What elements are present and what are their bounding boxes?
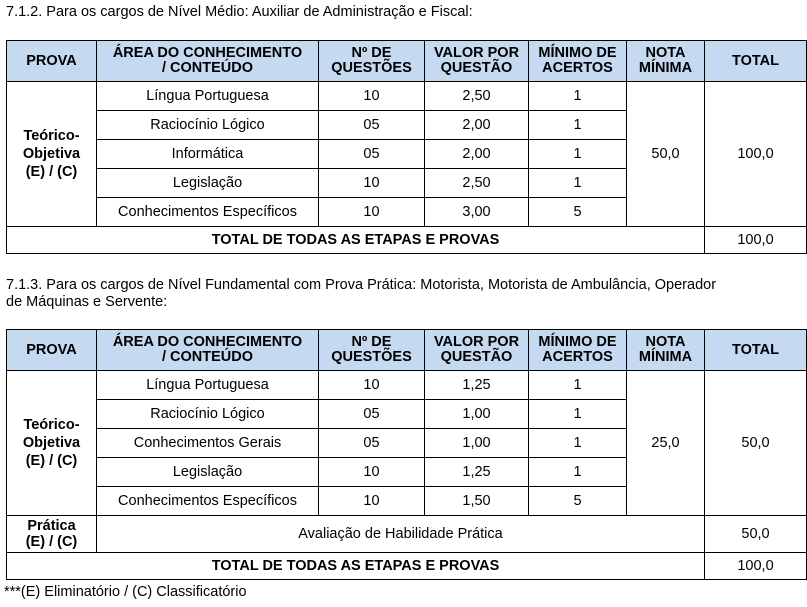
- grand-total-label: TOTAL DE TODAS AS ETAPAS E PROVAS: [7, 227, 705, 254]
- questoes-cell: 10: [319, 82, 425, 111]
- questoes-cell: 05: [319, 400, 425, 429]
- header-area: ÁREA DO CONHECIMENTO / CONTEÚDO: [97, 330, 319, 371]
- questoes-cell: 10: [319, 458, 425, 487]
- questoes-cell: 05: [319, 111, 425, 140]
- minimo-cell: 1: [529, 400, 627, 429]
- minimo-cell: 1: [529, 140, 627, 169]
- scoring-table-nivel-fundamental: [6, 329, 807, 580]
- area-cell: Legislação: [97, 169, 319, 198]
- header-total: TOTAL: [705, 330, 807, 371]
- pratica-row: [7, 516, 807, 553]
- total-cell: 100,0: [705, 82, 807, 227]
- header-area: ÁREA DO CONHECIMENTO / CONTEÚDO: [97, 41, 319, 82]
- pratica-description: Avaliação de Habilidade Prática: [97, 516, 705, 553]
- header-valor: VALOR POR QUESTÃO: [425, 330, 529, 371]
- header-total: TOTAL: [705, 41, 807, 82]
- area-cell: Raciocínio Lógico: [97, 400, 319, 429]
- header-nota: NOTA MÍNIMA: [627, 41, 705, 82]
- area-cell: Informática: [97, 140, 319, 169]
- section-1-heading: 7.1.2. Para os cargos de Nível Médio: Auxiliar de Administração e Fiscal:: [6, 4, 473, 20]
- header-nota: NOTA MÍNIMA: [627, 330, 705, 371]
- valor-cell: 1,50: [425, 487, 529, 516]
- valor-cell: 2,00: [425, 140, 529, 169]
- valor-cell: 2,50: [425, 169, 529, 198]
- table-row: [7, 371, 807, 400]
- minimo-cell: 5: [529, 487, 627, 516]
- header-valor: VALOR POR QUESTÃO: [425, 41, 529, 82]
- grand-total-value: 100,0: [705, 553, 807, 580]
- header-minimo: MÍNIMO DE ACERTOS: [529, 41, 627, 82]
- questoes-cell: 10: [319, 198, 425, 227]
- minimo-cell: 1: [529, 429, 627, 458]
- table-row: [7, 82, 807, 111]
- prova-label: Teórico- Objetiva (E) / (C): [7, 82, 97, 227]
- table-header-row: [7, 330, 807, 371]
- header-prova: PROVA: [7, 330, 97, 371]
- header-prova: PROVA: [7, 41, 97, 82]
- valor-cell: 2,50: [425, 82, 529, 111]
- section-2-heading-line-2: de Máquinas e Servente:: [6, 294, 168, 310]
- footnote-legend: ***(E) Eliminatório / (C) Classificatório: [4, 584, 247, 600]
- minimo-cell: 5: [529, 198, 627, 227]
- grand-total-label: TOTAL DE TODAS AS ETAPAS E PROVAS: [7, 553, 705, 580]
- total-cell: 50,0: [705, 371, 807, 516]
- minimo-cell: 1: [529, 169, 627, 198]
- questoes-cell: 10: [319, 487, 425, 516]
- area-cell: Conhecimentos Gerais: [97, 429, 319, 458]
- area-cell: Legislação: [97, 458, 319, 487]
- valor-cell: 1,25: [425, 371, 529, 400]
- area-cell: Conhecimentos Específicos: [97, 487, 319, 516]
- scoring-table-nivel-medio: [6, 40, 807, 254]
- prova-label: Teórico- Objetiva (E) / (C): [7, 371, 97, 516]
- minimo-cell: 1: [529, 111, 627, 140]
- header-questoes: Nº DE QUESTÕES: [319, 330, 425, 371]
- questoes-cell: 05: [319, 140, 425, 169]
- pratica-label: Prática (E) / (C): [7, 516, 97, 553]
- questoes-cell: 05: [319, 429, 425, 458]
- valor-cell: 3,00: [425, 198, 529, 227]
- valor-cell: 1,00: [425, 400, 529, 429]
- area-cell: Língua Portuguesa: [97, 82, 319, 111]
- minimo-cell: 1: [529, 371, 627, 400]
- valor-cell: 1,00: [425, 429, 529, 458]
- minimo-cell: 1: [529, 458, 627, 487]
- header-questoes: Nº DE QUESTÕES: [319, 41, 425, 82]
- grand-total-value: 100,0: [705, 227, 807, 254]
- questoes-cell: 10: [319, 371, 425, 400]
- area-cell: Conhecimentos Específicos: [97, 198, 319, 227]
- grand-total-row: [7, 227, 807, 254]
- table-header-row: [7, 41, 807, 82]
- area-cell: Língua Portuguesa: [97, 371, 319, 400]
- nota-minima-cell: 25,0: [627, 371, 705, 516]
- area-cell: Raciocínio Lógico: [97, 111, 319, 140]
- minimo-cell: 1: [529, 82, 627, 111]
- pratica-total: 50,0: [705, 516, 807, 553]
- valor-cell: 2,00: [425, 111, 529, 140]
- section-2-heading-line-1: 7.1.3. Para os cargos de Nível Fundamental com Prova Prática: Motorista, Motorista de Ambulância, Operador: [6, 277, 717, 293]
- valor-cell: 1,25: [425, 458, 529, 487]
- grand-total-row: [7, 553, 807, 580]
- nota-minima-cell: 50,0: [627, 82, 705, 227]
- header-minimo: MÍNIMO DE ACERTOS: [529, 330, 627, 371]
- questoes-cell: 10: [319, 169, 425, 198]
